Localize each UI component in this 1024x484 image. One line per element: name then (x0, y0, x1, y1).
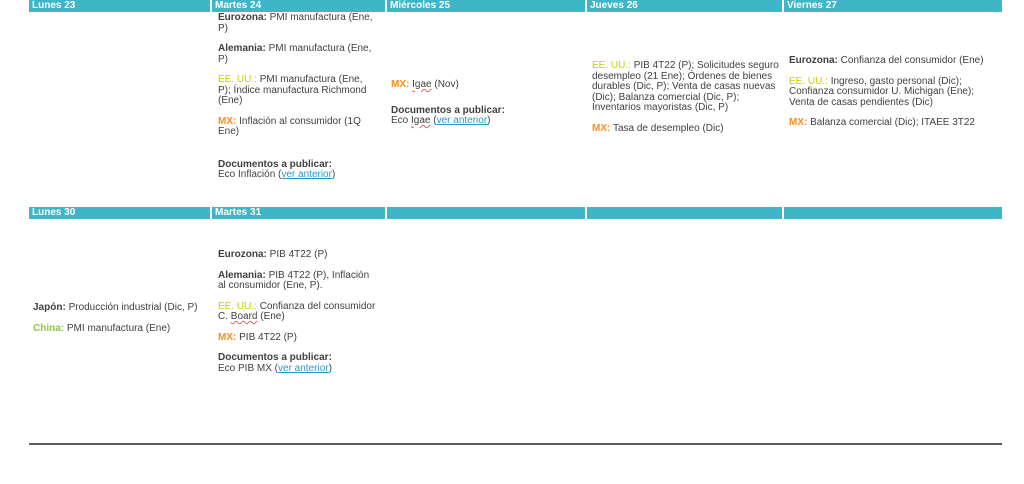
event-mx: MX: PIB 4T22 (P) (218, 331, 297, 343)
ver-anterior-link[interactable]: ver anterior (436, 115, 488, 126)
event-eurozona: Eurozona: PMI manufactura (Ene, P) (218, 12, 373, 34)
event-eeuu: EE. UU.: PIB 4T22 (P); Solicitudes seguro desempleo (21 Ene); Órdenes de bienes durables (Dic, P); Venta de casas nuevas (Dic); Balanza comercial (Dic, P); Inventarios mayoristas (Dic, P) (592, 60, 779, 113)
jueves-26-events (592, 61, 779, 134)
day-header-lunes-30: Lunes 30 (29, 207, 212, 219)
event-eeuu: EE. UU.: Ingreso, gasto personal (Dic); Confianza consumidor U. Michigan (Ene); Venta de casas pendientes (Dic) (789, 75, 975, 108)
lunes-30-events (33, 303, 198, 334)
event-eurozona: Eurozona: Confianza del consumidor (Ene) (789, 55, 984, 66)
week2-header-row (29, 207, 1002, 219)
event-mx: MX: Balanza comercial (Dic); ITAEE 3T22 (789, 117, 975, 128)
day-header-empty (587, 207, 784, 219)
ver-anterior-link[interactable]: ver anterior (278, 362, 329, 374)
event-eurozona: Eurozona: PIB 4T22 (P) (218, 249, 328, 260)
docs-item: Eco PIB MX (ver anterior) (218, 362, 332, 374)
docs-label: Documentos a publicar: (218, 352, 332, 363)
event-mx: MX: Tasa de desempleo (Dic) (592, 122, 724, 134)
day-header-viernes-27: Viernes 27 (787, 0, 837, 11)
miercoles-25-events (391, 80, 581, 127)
day-header-martes-24: Martes 24 (212, 0, 387, 12)
event-alemania: Alemania: PMI manufactura (Ene, P) (218, 43, 372, 65)
day-header-empty (387, 207, 587, 219)
docs-label: Documentos a publicar: (391, 104, 505, 116)
event-japon: Japón: Producción industrial (Dic, P) (33, 302, 198, 313)
event-eeuu: EE. UU.: Confianza del consumidor C. Board (Ene) (218, 300, 376, 322)
event-mx: MX: Inflación al consumidor (1Q Ene) (218, 115, 361, 137)
event-eeuu: EE. UU.: PMI manufactura (Ene, P); Índice manufactura Richmond (Ene) (218, 74, 367, 106)
bottom-divider (29, 443, 1002, 445)
docs-label: Documentos a publicar: (218, 158, 332, 170)
docs-item: Eco Inflación (ver anterior) (218, 169, 336, 180)
day-header-lunes-23: Lunes 23 (29, 0, 212, 12)
day-header-martes-31: Martes 31 (212, 207, 387, 219)
day-header-miercoles-25: Miércoles 25 (387, 0, 587, 12)
viernes-27-events (789, 56, 1001, 129)
ver-anterior-link[interactable]: ver anterior (281, 169, 332, 180)
day-header-empty (784, 207, 1002, 219)
day-header-jueves-26: Jueves 26 (587, 0, 784, 12)
event-china: China: PMI manufactura (Ene) (33, 322, 171, 334)
week1-header-row (29, 0, 1002, 12)
event-alemania: Alemania: PIB 4T22 (P), Inflación al consumidor (Ene, P). (218, 269, 370, 291)
event-mx: MX: Igae (Nov) (391, 79, 459, 90)
martes-24-events (218, 13, 378, 181)
martes-31-events (218, 250, 378, 374)
docs-item: Eco Igae (ver anterior) (391, 115, 491, 126)
